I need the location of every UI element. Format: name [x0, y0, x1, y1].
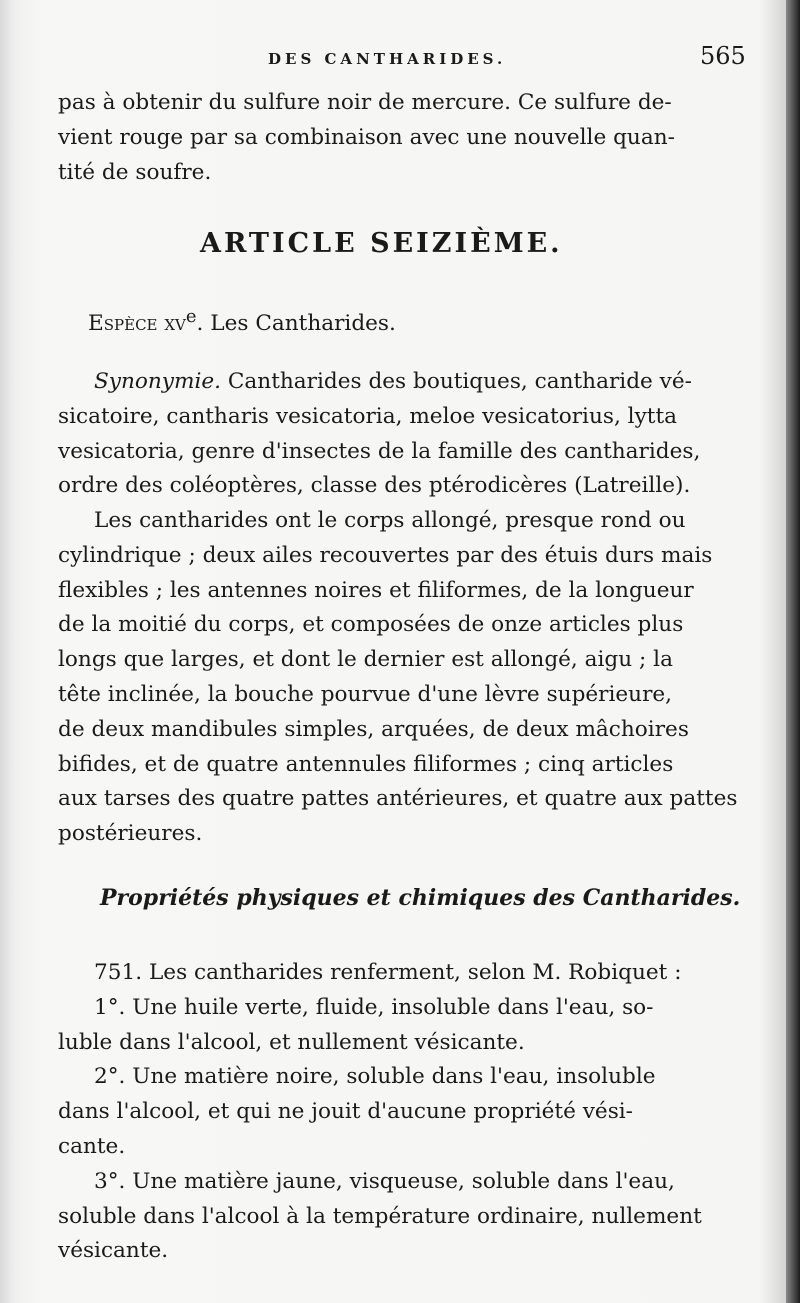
- species-name: . Les Cantharides.: [196, 311, 396, 337]
- synonymy-lead: Synonymie.: [94, 369, 222, 394]
- text-line: dans l'alcool, et qui ne jouit d'aucune propriété vési-: [58, 1099, 633, 1125]
- text-line: 751. Les cantharides renferment, selon M. Robiquet :: [94, 960, 682, 985]
- species-heading: [88, 306, 396, 336]
- text-line: tête inclinée, la bouche pourvue d'une lèvre supérieure,: [58, 681, 673, 707]
- text-line: ordre des coléoptères, classe des ptérodicères (Latreille).: [58, 473, 691, 499]
- running-head: DES CANTHARIDES.: [268, 50, 507, 68]
- article-title: ARTICLE SEIZIÈME.: [200, 228, 563, 259]
- text-line: luble dans l'alcool, et nullement vésicante.: [58, 1029, 525, 1055]
- text-line: 1°. Une huile verte, fluide, insoluble dans l'eau, so-: [94, 994, 654, 1020]
- text-line: vésicante.: [58, 1238, 169, 1264]
- species-label: Espèce xv: [88, 311, 186, 337]
- text-line: 3°. Une matière jaune, visqueuse, soluble dans l'eau,: [94, 1168, 675, 1194]
- section-751-paragraph: [58, 956, 778, 1269]
- text-line: soluble dans l'alcool à la température ordinaire, nullement: [58, 1203, 702, 1229]
- text-line: postérieures.: [58, 821, 203, 847]
- text-line: tité de soufre.: [58, 159, 212, 185]
- text-line: 2°. Une matière noire, soluble dans l'eau, insoluble: [94, 1064, 656, 1090]
- text-line: flexibles ; les antennes noires et filiformes, de la longueur: [58, 577, 694, 603]
- text-line: longs que larges, et dont le dernier est allongé, aigu ; la: [58, 647, 673, 673]
- intro-paragraph: [58, 86, 778, 190]
- synonymy-paragraph: [58, 365, 778, 504]
- page-number: 565: [700, 42, 746, 70]
- species-superscript: e: [185, 306, 197, 327]
- synonymy-first-line: Cantharides des boutiques, cantharide vé-: [221, 369, 692, 394]
- text-line: aux tarses des quatre pattes antérieures, et quatre aux pattes: [58, 786, 738, 812]
- text-line: pas à obtenir du sulfure noir de mercure. Ce sulfure de-: [58, 90, 672, 115]
- properties-heading: Propriétés physiques et chimiques des Cantharides.: [100, 885, 741, 911]
- text-line: cylindrique ; deux ailes recouvertes par des étuis durs mais: [58, 542, 713, 568]
- text-line: de deux mandibules simples, arquées, de deux mâchoires: [58, 716, 689, 742]
- text-line: Les cantharides ont le corps allongé, presque rond ou: [94, 508, 686, 533]
- text-line: cante.: [58, 1133, 126, 1159]
- text-line: sicatoire, cantharis vesicatoria, meloe vesicatorius, lytta: [58, 403, 678, 429]
- text-line: [58, 365, 778, 400]
- text-line: vient rouge par sa combinaison avec une nouvelle quan-: [58, 124, 675, 150]
- text-line: bifides, et de quatre antennules filiformes ; cinq articles: [58, 751, 674, 777]
- page-edge-shadow: [786, 0, 800, 1303]
- description-paragraph: [58, 504, 778, 852]
- text-line: de la moitié du corps, et composées de onze articles plus: [58, 612, 684, 638]
- text-line: vesicatoria, genre d'insectes de la famille des cantharides,: [58, 438, 701, 464]
